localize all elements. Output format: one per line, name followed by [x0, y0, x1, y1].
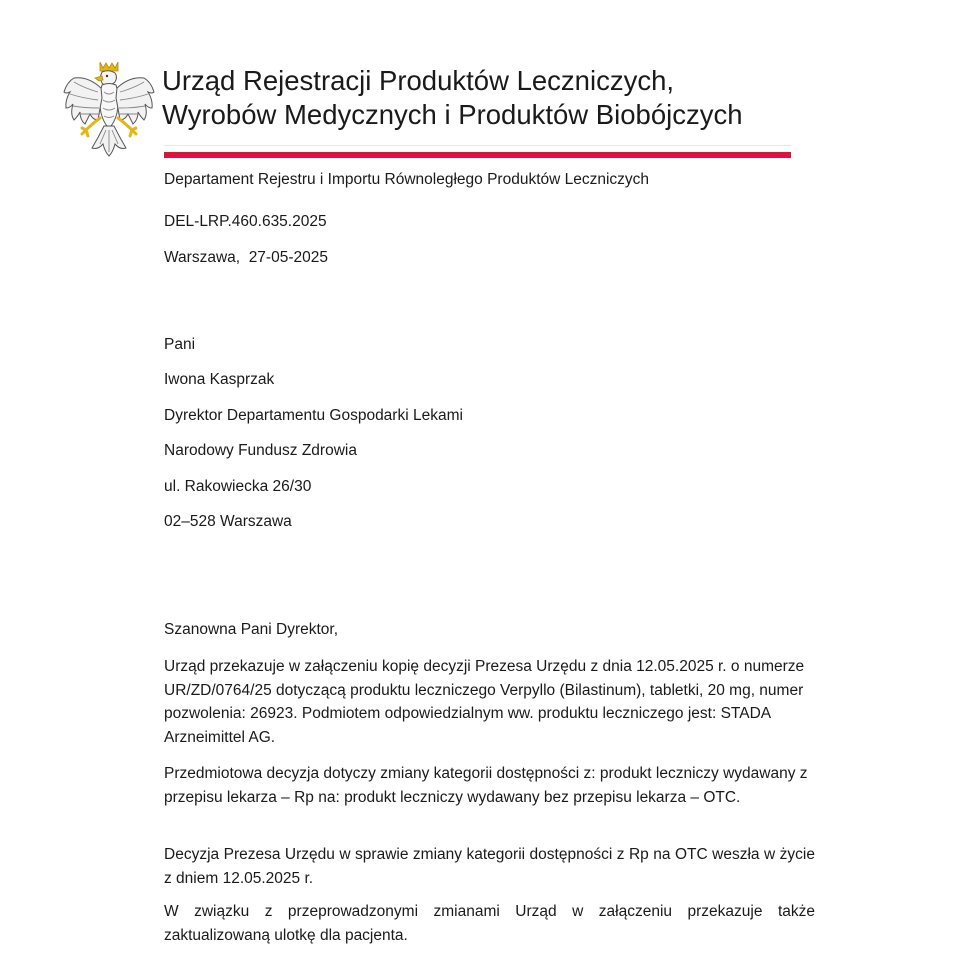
body-paragraph-4: W związku z przeprowadzonymi zmianami Urząd w załączeniu przekazuje także zaktualizowaną ulotkę dla pacjenta.: [164, 903, 815, 944]
flag-stripe-white: [164, 145, 791, 152]
recipient-position: Dyrektor Departamentu Gospodarki Lekami: [164, 407, 463, 424]
department-name: Departament Rejestru i Importu Równoległego Produktów Leczniczych: [164, 171, 650, 188]
place-and-date: Warszawa, 27-05-2025: [164, 249, 328, 266]
body-paragraph-3: Decyzja Prezesa Urzędu w sprawie zmiany kategorii dostępności z Rp na OTC weszła w życie z dniem 12.05.2025 r.: [164, 846, 815, 887]
institution-name-line-2: Wyrobów Medycznych i Produktów Biobójczych: [162, 99, 743, 130]
body-paragraph-1: Urząd przekazuje w załączeniu kopię decyzji Prezesa Urzędu z dnia 12.05.2025 r. o numerze UR/ZD/0764/25 dotyczącą produktu leczniczego Verpyllo (Bilastinum), tabletki, 20 mg, numer pozwolenia: 26923. Podmiotem odpowiedzialnym ww. produktu leczniczego jest: STADA Arzneimittel AG.: [164, 658, 805, 746]
recipient-city: 02–528 Warszawa: [164, 513, 292, 530]
institution-name: [162, 64, 842, 132]
reference-number: DEL-LRP.460.635.2025: [164, 213, 327, 230]
institution-name-line-1: Urząd Rejestracji Produktów Leczniczych,: [162, 65, 674, 96]
recipient-salutation: Pani: [164, 336, 196, 353]
recipient-name: Iwona Kasprzak: [164, 371, 275, 388]
greeting: Szanowna Pani Dyrektor,: [164, 621, 339, 638]
flag-stripe-red: [164, 152, 791, 158]
recipient-institution: Narodowy Fundusz Zdrowia: [164, 442, 357, 459]
polish-eagle-emblem-icon: [62, 58, 156, 158]
national-flag-bar: [164, 145, 791, 158]
body-paragraph-2: Przedmiotowa decyzja dotyczy zmiany kategorii dostępności z: produkt leczniczy wydawany z przepisu lekarza – Rp na: produkt leczniczy wydawany bez przepisu lekarza – OTC.: [164, 765, 808, 806]
recipient-street: ul. Rakowiecka 26/30: [164, 478, 312, 495]
